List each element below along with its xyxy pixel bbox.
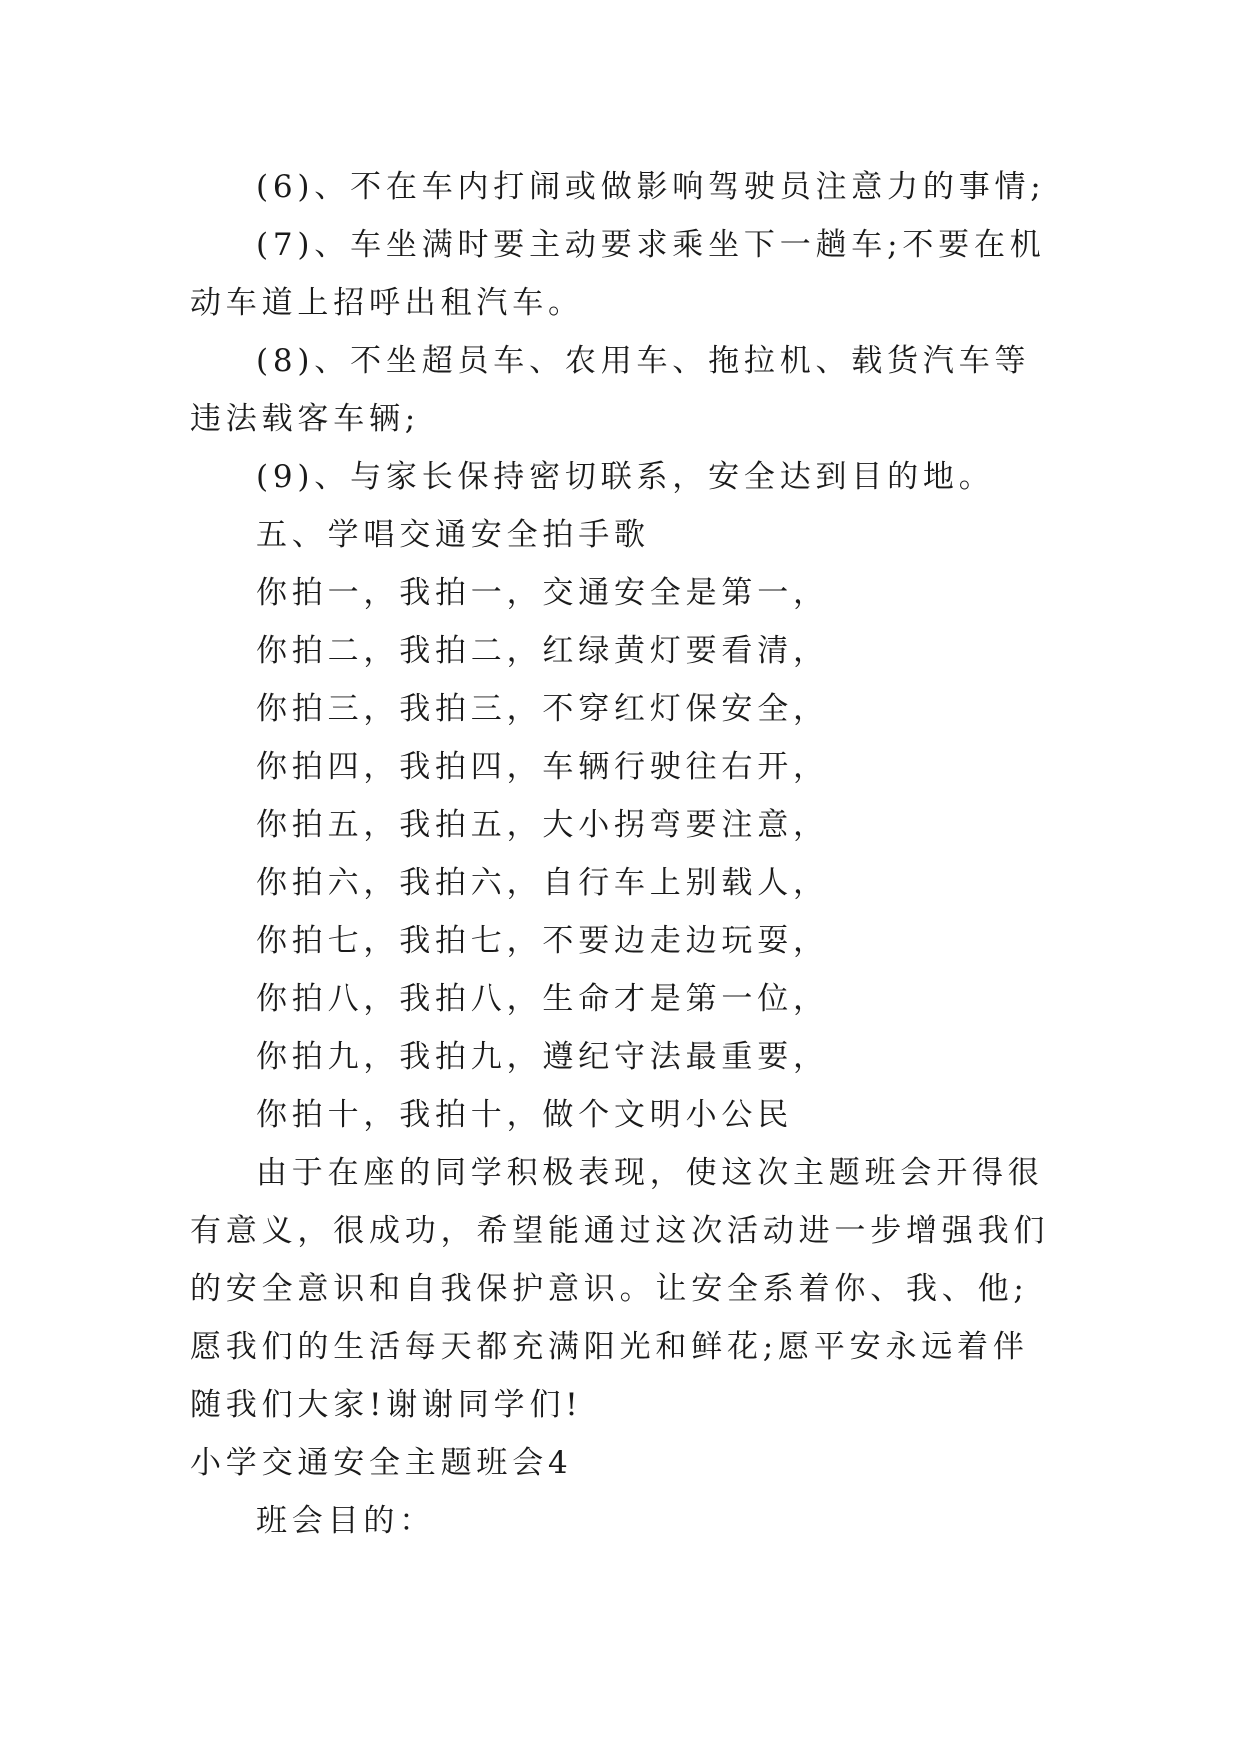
article-title: 小学交通安全主题班会4 [190,1445,573,1481]
song-line-10: 你拍十，我拍十，做个文明小公民 [256,1097,793,1133]
song-line-8: 你拍八，我拍八，生命才是第一位， [256,981,829,1017]
rule-item-8: (8)、不坐超员车、农用车、拖拉机、载货汽车等违法载客车辆; [190,343,1031,437]
song-line-9: 你拍九，我拍九，遵纪守法最重要， [256,1039,829,1075]
document-body [190,158,1052,1550]
song-line-4: 你拍四，我拍四，车辆行驶往右开， [256,749,829,785]
section-label-purpose: 班会目的： [256,1503,435,1539]
song-line-5: 你拍五，我拍五，大小拐弯要注意， [256,807,829,843]
rule-item-7: (7)、车坐满时要主动要求乘坐下一趟车;不要在机动车道上招呼出租汽车。 [190,227,1046,321]
song-line-1: 你拍一，我拍一，交通安全是第一， [256,575,829,611]
song-line-6: 你拍六，我拍六，自行车上别载人， [256,865,829,901]
section-heading-clap-song: 五、学唱交通安全拍手歌 [256,517,650,553]
rule-item-6: (6)、不在车内打闹或做影响驾驶员注意力的事情; [256,169,1046,205]
song-line-2: 你拍二，我拍二，红绿黄灯要看清， [256,633,829,669]
song-line-3: 你拍三，我拍三，不穿红灯保安全， [256,691,829,727]
closing-paragraph: 由于在座的同学积极表现，使这次主题班会开得很有意义，很成功，希望能通过这次活动进一步增强我们的安全意识和自我保护意识。让安全系着你、我、他;愿我们的生活每天都充满阳光和鲜花;愿平安永远着伴随我们大家!谢谢同学们! [190,1155,1050,1423]
rule-item-9: (9)、与家长保持密切联系，安全达到目的地。 [256,459,995,495]
song-line-7: 你拍七，我拍七，不要边走边玩耍， [256,923,829,959]
